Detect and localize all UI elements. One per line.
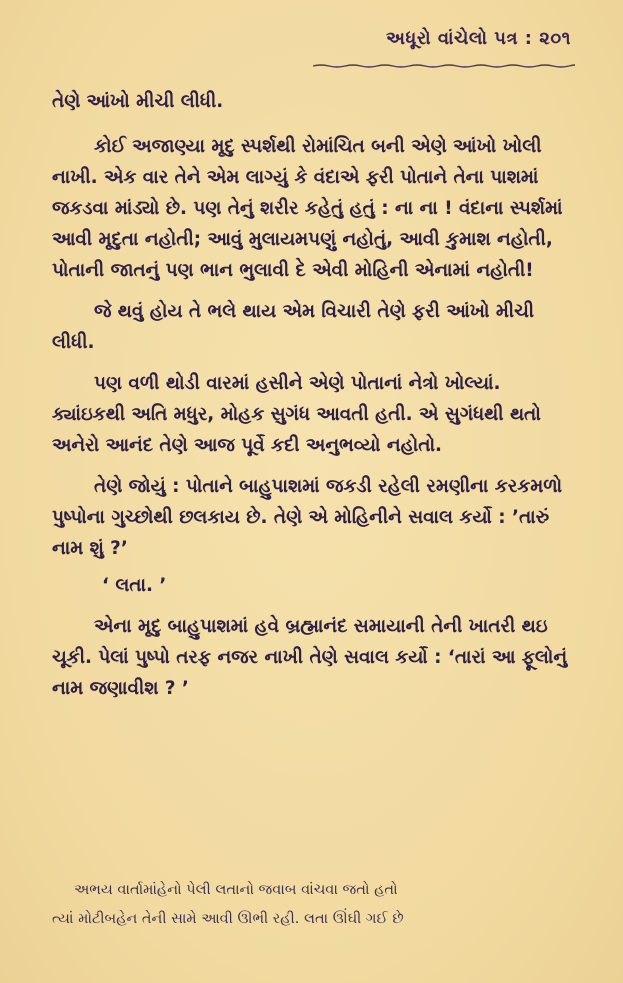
- paragraph: એના મૃદુ બાહુપાશમાં હવે બ્રહ્માનંદ સમાયાની તેની ખાતરી થઇ ચૂકી. પેલાં પુષ્પો તરફ નજર નાખી તેણે સવાલ કર્યો : ‘તારાં આ ફૂલોનું નામ જણાવીશ ? ’: [52, 616, 568, 699]
- page-body: [52, 86, 574, 704]
- header-wavy-rule: [313, 64, 575, 68]
- paragraph: જે થવું હોય તે ભલે થાય એમ વિચારી તેણે ફરી આંખો મીચી લીધી.: [52, 301, 535, 353]
- paragraph: કોઈ અજાણ્યા મૃદુ સ્પર્શથી રોમાંચિત બની એણે આંખો ખોલી નાખી. એક વાર તેને એમ લાગ્યું કે વંદાએ ફરી પોતાને તેના પાશમાં જકડવા માંડ્યો છે. પણ તેનું શરીર કહેતું હતું : ના ના ! વંદાના સ્પર્શમાં આવી મૃદુતા નહોતી; આવું મુલાયમપણું નહોતું, આવી કુમાશ નહોતી, પોતાની જાતનું પણ ભાન ભુલાવી દે એવી મોહિની એનામાં નહોતી!: [52, 136, 563, 281]
- paragraph: તેણે આંખો મીચી લીધી.: [52, 91, 224, 112]
- small-print-line: ત્યાં મોટીબહેન તેની સામે આવી ઊભી રહી. લતા ઊંઘી ગઈ છે: [52, 911, 404, 927]
- paragraph: પણ વળી થોડી વારમાં હસીને એણે પોતાનાં નેત્રો ખોલ્યાં. ક્યાંઇકથી અતિ મધુર, મોહક સુગંધ આવતી હતી. એ સુગંધથી થતો અનેરો આનંદ તેણે આજ પૂર્વે કદી અનુભવ્યો નહોતો.: [52, 373, 541, 456]
- running-header: અધૂરો વાંચેલો પત્ર : ૨૦૧: [386, 28, 571, 49]
- paragraph: તેણે જોયું : પોતાને બાહુપાશમાં જકડી રહેલી રમણીના કરકમળો પુષ્પોના ગુચ્છોથી છલકાય છે. તેણે એ મોહિનીને સવાલ કર્યો : ’તારું નામ શું ?’: [52, 476, 563, 559]
- dialogue-line: ‘ લતા. ’: [102, 575, 167, 596]
- small-print-paragraph: [52, 876, 580, 934]
- small-print-line: અભય વાર્તામાંહેનો પેલી લતાનો જવાબ વાંચવા જતો હતો: [74, 882, 398, 898]
